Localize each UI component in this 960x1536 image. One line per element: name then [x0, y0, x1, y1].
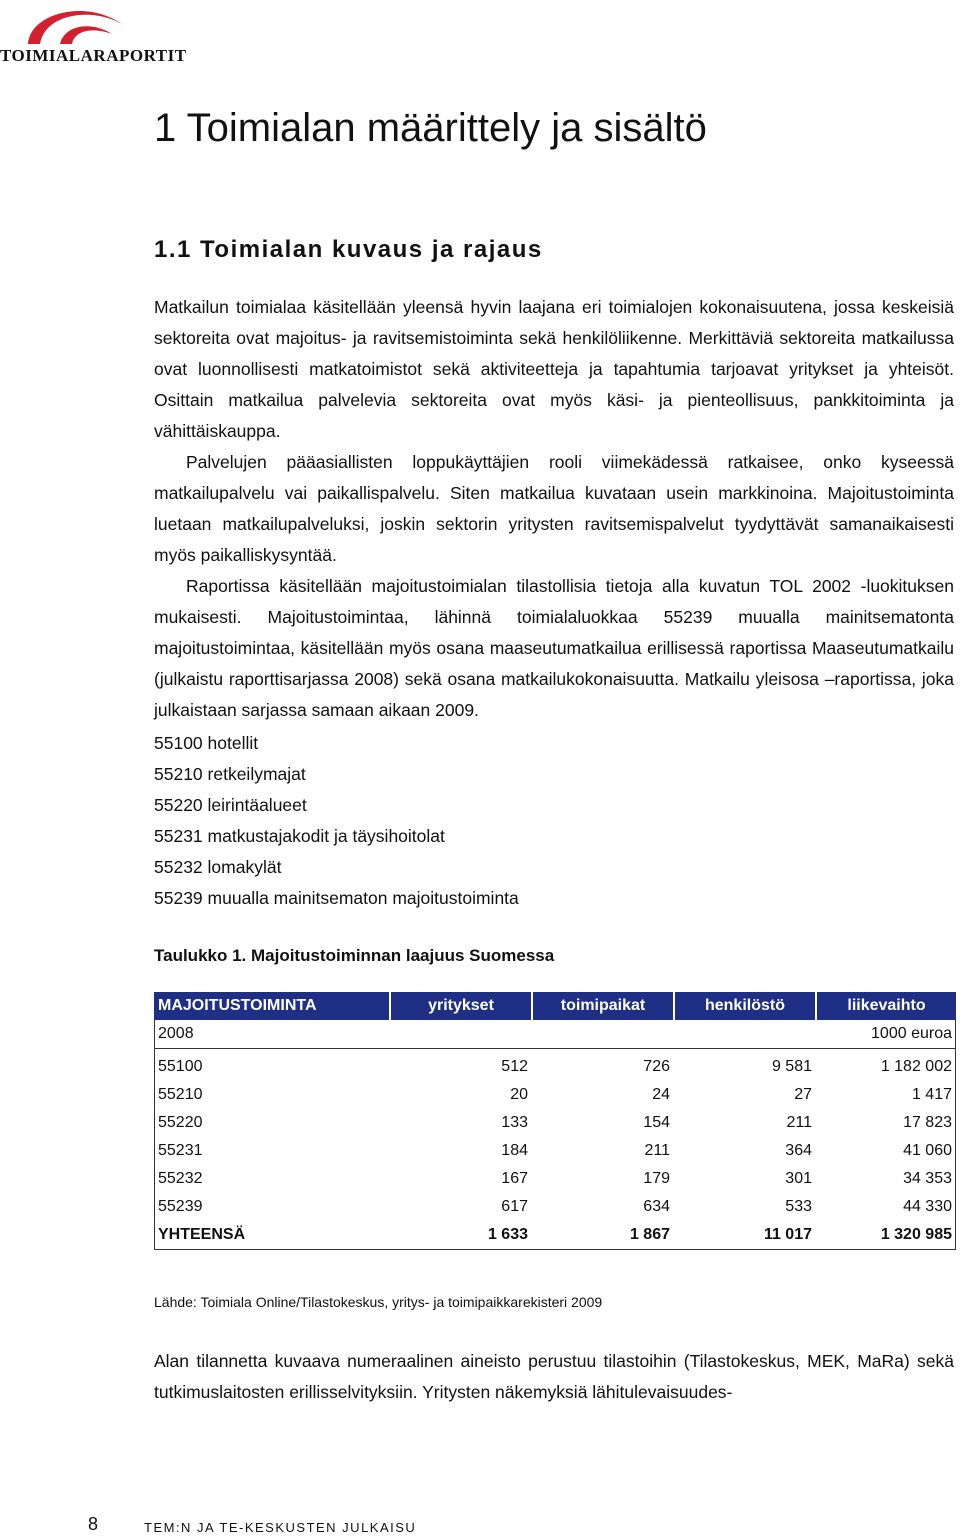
table-cell: YHTEENSÄ	[158, 1226, 246, 1243]
table-cell: 634	[643, 1198, 670, 1215]
accommodation-table	[154, 992, 956, 1249]
table-cell: 17 823	[903, 1114, 952, 1131]
year-cell: 2008	[154, 1020, 390, 1049]
table-cell: 24	[652, 1086, 670, 1103]
paragraph: Matkailun toimialaa käsitellään yleensä hyvin laajana eri toimialojen kokonaisuutena, jossa keskeisiä sektoreita ovat majoitus- ja ravitsemistoiminta sekä henkilöliikenne. Merkittäviä sektoreita matkailussa ovat luonnollisesti matkatoimistot sekä aktiviteetteja ja tapahtumia tarjoavat yritykset ja yhteisöt. Osittain matkailua palvelevia sektoreita ovat myös käsi- ja pienteollisuus, pankkitoiminta ja vähittäiskauppa.	[154, 297, 954, 441]
table-cell: 512	[501, 1058, 528, 1075]
logo-mark-icon	[20, 4, 130, 50]
table-cell: 11 017	[763, 1226, 812, 1243]
table-border-bottom	[154, 1249, 956, 1250]
table-cell: 41 060	[903, 1142, 952, 1159]
table-cell: 1 633	[487, 1226, 528, 1243]
column-header: henkilöstö	[674, 992, 816, 1020]
table-cell: 301	[785, 1170, 812, 1187]
table-cell: 167	[501, 1170, 528, 1187]
table-cell: 1 867	[629, 1226, 670, 1243]
table-row	[154, 1137, 956, 1165]
table-cell: 179	[643, 1170, 670, 1187]
table-cell: 27	[794, 1086, 812, 1103]
table-row	[154, 1109, 956, 1137]
table-row	[154, 1081, 956, 1109]
paragraph: Alan tilannetta kuvaava numeraalinen aineisto perustuu tilastoihin (Tilastokeskus, MEK, MaRa) sekä tutkimuslaitosten erillisselvityksiin. Yritysten näkemyksiä lähitulevaisuudes-	[154, 1351, 954, 1402]
table-cell: 55239	[158, 1198, 203, 1215]
table-cell: 1 417	[911, 1086, 952, 1103]
table-cell: 55210	[158, 1086, 203, 1103]
table-cell: 211	[786, 1114, 812, 1131]
table-row	[154, 1049, 956, 1082]
classification-list	[154, 728, 519, 914]
table-cell: 55220	[158, 1114, 203, 1131]
table-cell: 133	[501, 1114, 528, 1131]
column-header: liikevaihto	[816, 992, 956, 1020]
list-item: 55100 hotellit	[154, 733, 259, 753]
page-number: 8	[88, 1514, 99, 1534]
footer-publication: TEM:N JA TE-KESKUSTEN JULKAISU	[144, 1520, 417, 1535]
table-cell: 211	[644, 1142, 670, 1159]
table-cell: 154	[643, 1114, 670, 1131]
list-item: 55210 retkeilymajat	[154, 764, 306, 784]
table-caption: Taulukko 1. Majoitustoiminnan laajuus Suomessa	[154, 946, 555, 965]
closing-text	[154, 1346, 954, 1408]
table-header-row	[154, 992, 956, 1020]
paragraph: Raportissa käsitellään majoitustoimialan tilastollisia tietoja alla kuvatun TOL 2002 -luokituksen mukaisesti. Majoitustoimintaa, lähinnä toimialaluokkaa 55239 muualla mainitsematonta majoitustoimintaa, käsitellään myös osana maaseutumatkailua erillisessä raportissa Maaseutumatkailu (julkaistu raporttisarjassa 2008) sekä osana matkailukokonaisuutta. Matkailu yleisosa –raportissa, joka julkaistaan sarjassa samaan aikaan 2009.	[154, 576, 954, 720]
table-cell: 617	[501, 1198, 528, 1215]
table-cell: 55100	[158, 1058, 203, 1075]
total-row	[154, 1221, 956, 1249]
section-title: 1.1 Toimialan kuvaus ja rajaus	[154, 236, 543, 263]
table-border-right	[955, 1020, 956, 1250]
intro-text	[154, 292, 954, 726]
page-title: 1 Toimialan määrittely ja sisältö	[154, 106, 707, 150]
column-header: toimipaikat	[532, 992, 674, 1020]
table-cell: 9 581	[771, 1058, 812, 1075]
column-header: yritykset	[390, 992, 532, 1020]
table-cell: 34 353	[903, 1170, 952, 1187]
column-header: MAJOITUSTOIMINTA	[154, 992, 390, 1020]
paragraph: Palvelujen pääasiallisten loppukäyttäjien rooli viimekädessä ratkaisee, onko kyseessä matkailupalvelu vai paikallispalvelu. Siten matkailua kuvataan usein markkinoina. Majoitustoiminta luetaan matkailupalveluksi, joskin sektorin yritysten ravitsemispalvelut tyydyttävät samanaikaisesti myös paikalliskysyntää.	[154, 452, 954, 565]
logo	[0, 0, 187, 70]
table-cell: 20	[510, 1086, 528, 1103]
year-unit-row	[154, 1020, 956, 1049]
logo-text: TOIMIALARAPORTIT	[0, 46, 187, 65]
table-border-left	[154, 1020, 155, 1250]
table-cell: 55231	[158, 1142, 203, 1159]
unit-cell: 1000 euroa	[816, 1020, 956, 1049]
table-row	[154, 1165, 956, 1193]
table-cell: 44 330	[903, 1198, 952, 1215]
table-cell: 364	[785, 1142, 812, 1159]
list-item: 55231 matkustajakodit ja täysihoitolat	[154, 826, 445, 846]
table-cell: 184	[501, 1142, 528, 1159]
table-cell: 55232	[158, 1170, 203, 1187]
table-source: Lähde: Toimiala Online/Tilastokeskus, yritys- ja toimipaikkarekisteri 2009	[154, 1294, 603, 1310]
table-cell: 726	[643, 1058, 670, 1075]
list-item: 55239 muualla mainitsematon majoitustoiminta	[154, 888, 519, 908]
table-row	[154, 1193, 956, 1221]
table-cell: 1 320 985	[880, 1226, 952, 1243]
table-cell: 1 182 002	[880, 1058, 952, 1075]
list-item: 55232 lomakylät	[154, 857, 282, 877]
list-item: 55220 leirintäalueet	[154, 795, 307, 815]
table-cell: 533	[785, 1198, 812, 1215]
